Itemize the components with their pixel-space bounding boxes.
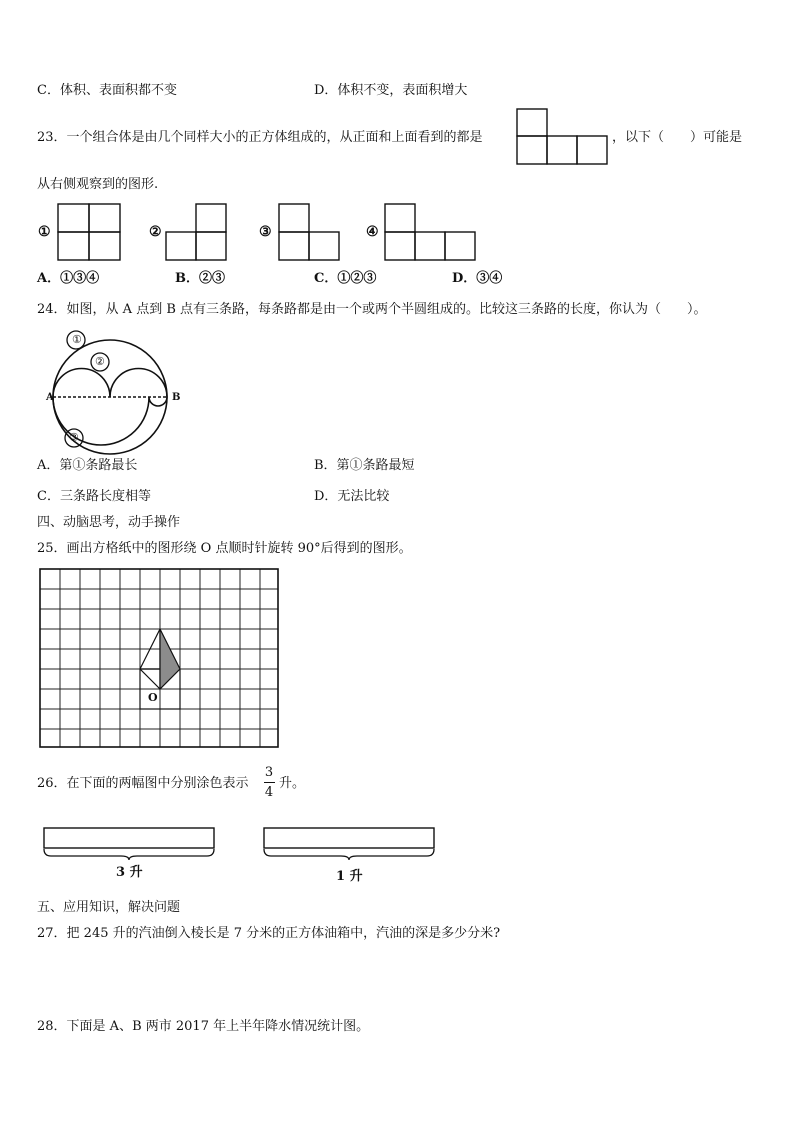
q26-text: 26．在下面的两幅图中分别涂色表示 [37,776,249,791]
q23-option-d: D．③④ [452,271,503,286]
q23-figure-4 [384,203,478,261]
q26-text-after: 升。 [279,776,306,791]
q26-bar2-label: 1 升 [336,869,363,884]
q22-option-d: D．体积不变，表面积增大 [314,83,468,98]
q24-option-c: C．三条路长度相等 [37,489,151,504]
q26-fraction-numerator: 3 [264,765,274,780]
q23-option-b: B．②③ [175,271,225,286]
q22-option-c: C．体积、表面积都不变 [37,83,177,98]
q24-point-b: B [172,392,181,403]
q23-fig-label-1: ① [38,224,51,240]
q23-figure-3 [278,203,342,261]
q23-fig-label-2: ② [149,224,162,240]
q23-figure-1 [57,203,123,261]
q25-text: 25．画出方格纸中的图形绕 O 点顺时针旋转 90°后得到的图形。 [37,541,412,556]
q26-bar1-label: 3 升 [116,865,143,880]
q24-path-label-2: ② [95,355,105,368]
q26-bar-3-liters [43,827,217,861]
q23-figure-2 [165,203,229,261]
q26-fraction-bar [264,782,275,783]
q24-option-a: A．第①条路最长 [37,458,138,473]
q23-fig-label-3: ③ [259,224,272,240]
section-5-heading: 五、应用知识，解决问题 [37,900,181,915]
q23-text-after: ，以下（ ）可能是 [612,130,743,145]
q24-text: 24．如图，从 A 点到 B 点有三条路，每条路都是由一个或两个半圆组成的。比较这三条路的长度，你认为（ ）。 [37,302,707,317]
q23-option-a: A．①③④ [37,271,100,286]
q28-text: 28．下面是 A、B 两市 2017 年上半年降水情况统计图。 [37,1019,370,1034]
q26-fraction-denominator: 4 [264,785,274,800]
q26-bar-1-liter [263,827,437,861]
q27-text: 27．把 245 升的汽油倒入棱长是 7 分米的正方体油箱中，汽油的深是多少分米? [37,926,501,941]
q24-point-a: A [46,392,54,403]
q24-path-label-3: ③ [69,431,79,444]
q23-option-c: C．①②③ [314,271,377,286]
q24-option-d: D．无法比较 [314,489,390,504]
q23-text: 23．一个组合体是由几个同样大小的正方体组成的，从正面和上面看到的都是 [37,130,483,145]
q25-point-o: O [148,691,158,704]
q24-three-paths-figure [38,326,188,451]
section-4-heading: 四、动脑思考，动手操作 [37,515,181,530]
q24-path-label-1: ① [72,333,82,346]
q25-grid-figure [40,569,280,749]
q23-front-top-view-figure [516,108,610,166]
q23-text-line2: 从右侧观察到的图形. [37,177,159,192]
q24-option-b: B．第①条路最短 [314,458,415,473]
q23-fig-label-4: ④ [366,224,379,240]
